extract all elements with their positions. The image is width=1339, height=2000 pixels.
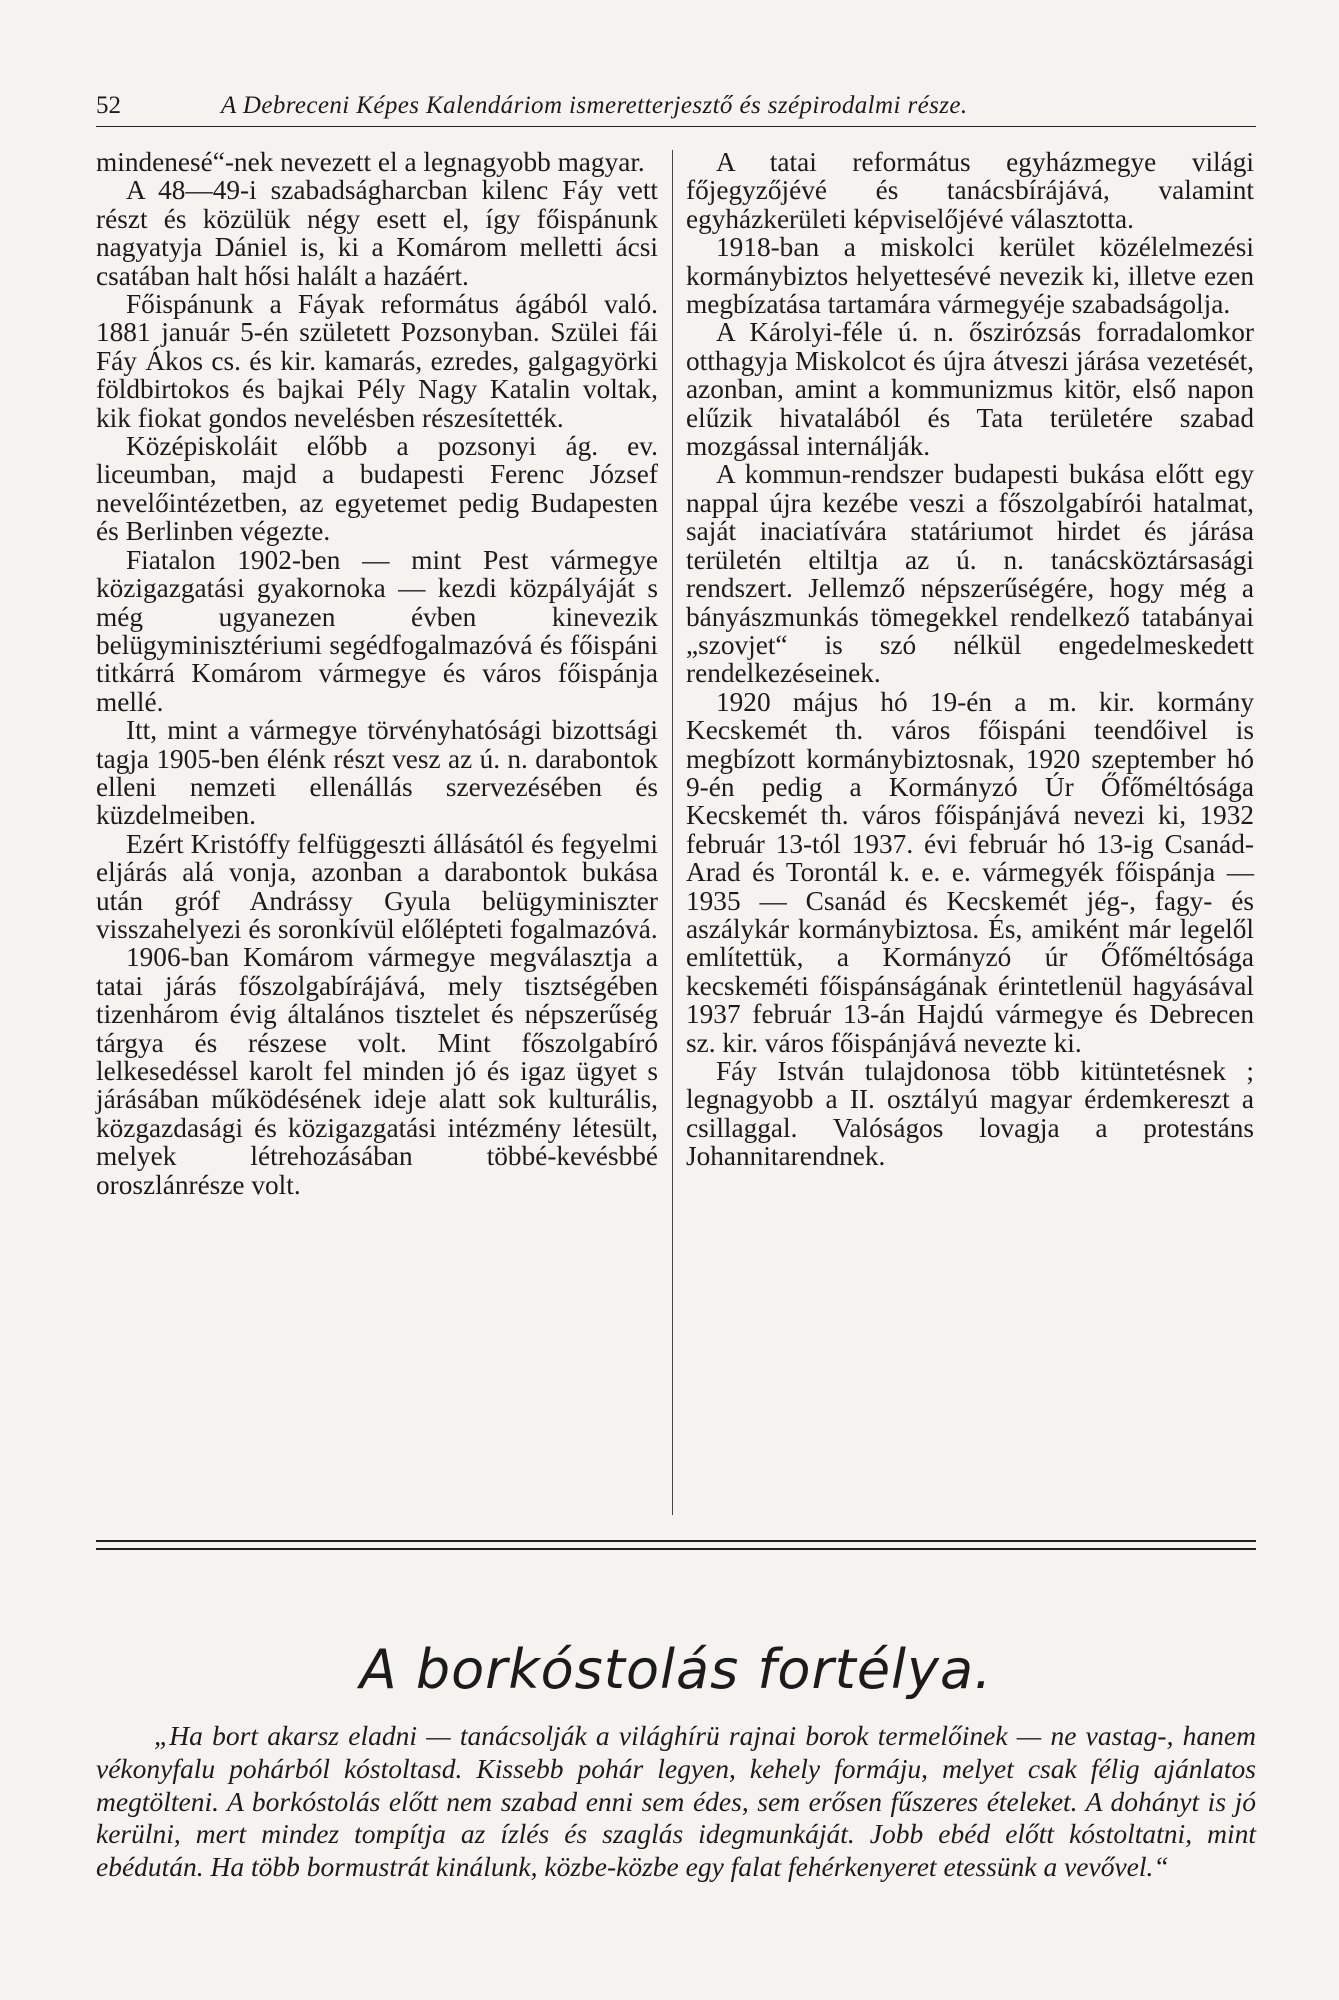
paragraph: mindenesé“-nek nevezett el a legnagyobb magyar.: [96, 147, 645, 177]
paragraph: A 48—49-i szabadságharcban kilenc Fáy vett részt és közülük négy esett el, így főispánunk nagyatyja Dániel is, ki a Komárom melletti ácsi csatában halt hősi halált a hazáért.: [96, 175, 658, 291]
column-divider: [672, 150, 673, 1515]
section-divider: [96, 1540, 1256, 1550]
paragraph: Itt, mint a vármegye törvényhatósági bizottsági tagja 1905-ben élénk részt vesz az ú. n. darabontok elleni nemzeti ellenállás szervezésében és küzdelmeiben.: [96, 715, 658, 831]
paragraph: Ezért Kristóffy felfüggeszti állásától és fegyelmi eljárás alá vonja, azonban a darabontok bukása után gróf Andrássy Gyula belügyminiszter visszahelyezi és soronkívül előlépteti fogalmazóvá.: [96, 828, 658, 944]
page-number: 52: [96, 92, 121, 119]
paragraph: 1918-ban a miskolci kerület közélelmezési kormánybiztos helyettesévé nevezik ki, illetve ezen megbízatása tartamára vármegyéje szabadságolja.: [686, 232, 1254, 320]
paragraph: Fáy István tulajdonosa több kitüntetésnek ; legnagyobb a II. osztályú magyar érdemkereszt a csillaggal. Valóságos lovagja a protestáns Johannitarendnek.: [686, 1056, 1254, 1172]
paragraph: Fiatalon 1902-ben — mint Pest vármegye közigazgatási gyakornoka — kezdi közpályáját s még ugyanezen évben kinevezik belügyminisztériumi segédfogalmazóvá és főispáni titkárrá Komárom vármegye és város főispánja mellé.: [96, 544, 658, 717]
right-column: [686, 148, 1254, 1171]
left-column: [96, 148, 658, 1199]
running-title: A Debreceni Képes Kalendáriom ismeretterjesztő és szépirodalmi része.: [221, 92, 968, 119]
paragraph: A tatai református egyházmegye világi főjegyzőjévé és tanácsbírájává, valamint egyházkerületi képviselőjévé választotta.: [686, 147, 1254, 234]
header-rule: [96, 126, 1256, 127]
page-header: [96, 92, 1256, 128]
paragraph: A Károlyi-féle ú. n. őszirózsás forradalomkor otthagyja Miskolcot és újra átveszi járása vezetését, azonban, amint a kommunizmus kitör, első napon elűzik hivatalából és Tata területére szabad mozgással internálják.: [686, 317, 1254, 462]
article-quote: „Ha bort akarsz eladni — tanácsolják a világhírü rajnai borok termelőinek — ne vastag-, hanem vékonyfalu pohárból kóstoltasd. Kissebb pohár legyen, kehely formáju, melyet csak félig ajánlatos megtölteni. A borkóstolás előtt nem szabad enni sem édes, sem erősen fűszeres ételeket. A dohányt is jó kerülni, mert mindez tompítja az ízlés és szaglás idegmunkáját. Jobb ebéd előtt kóstoltatni, mint ebédután. Ha több bormustrát kinálunk, közbe-közbe egy falat fehérkenyeret etessünk a vevővel.“: [96, 1720, 1256, 1883]
paragraph: Középiskoláit előbb a pozsonyi ág. ev. liceumban, majd a budapesti Ferenc József nevelőintézetben, az egyetemet pedig Budapesten és Berlinben végezte.: [96, 431, 658, 547]
paragraph: 1906-ban Komárom vármegye megválasztja a tatai járás főszolgabírájává, mely tisztségében tizenhárom évig általános tisztelet és népszerűség tárgya és részese volt. Mint főszolgabíró lelkesedéssel karolt fel minden jó és igaz ügyet s járásában működésének ideje alatt sok kulturális, közgazdasági és közigazgatási intézmény létesült, melyek létrehozásában többé-kevésbbé oroszlánrésze volt.: [96, 942, 658, 1200]
paragraph: A kommun-rendszer budapesti bukása előtt egy nappal újra kezébe veszi a főszolgabírói hatalmat, saját inaciatívára statáriumot hirdet és járása területén eltiltja az ú. n. tanácsköztársasági rendszert. Jellemző népszerűségére, hogy még a bányászmunkás tömegekkel rendelkező tatabányai „szovjet“ is szó nélkül engedelmeskedett rendelkezéseinek.: [686, 459, 1254, 689]
article-title: A borkóstolás fortélya.: [359, 1638, 993, 1701]
paragraph: 1920 május hó 19-én a m. kir. kormány Kecskemét th. város főispáni teendőivel is megbízott kormánybiztosnak, 1920 szeptember hó 9-én pedig a Kormányzó Úr Őfőméltósága Kecskemét th. város főispánjává nevezi ki, 1932 február 13-tól 1937. évi február hó 13-ig Csanád-Arad és Torontál k. e. e. vármegyék főispánja — 1935 — Csanád és Kecskemét jég-, fagy- és aszálykár kormánybiztosa. És, amiként már legelől említettük, a Kormányzó úr Őfőméltósága kecskeméti főispánságának érintetlenül hagyásával 1937 február 13-án Hajdú vármegye és Debrecen sz. kir. város főispánjává nevezte ki.: [686, 686, 1254, 1058]
paragraph: Főispánunk a Fáyak református ágából való. 1881 január 5-én született Pozsonyban. Szülei fái Fáy Ákos cs. és kir. kamarás, ezredes, galgagyörki földbirtokos és bajkai Pély Nagy Katalin voltak, kik fiokat gondos nevelésben részesítették.: [96, 289, 658, 433]
